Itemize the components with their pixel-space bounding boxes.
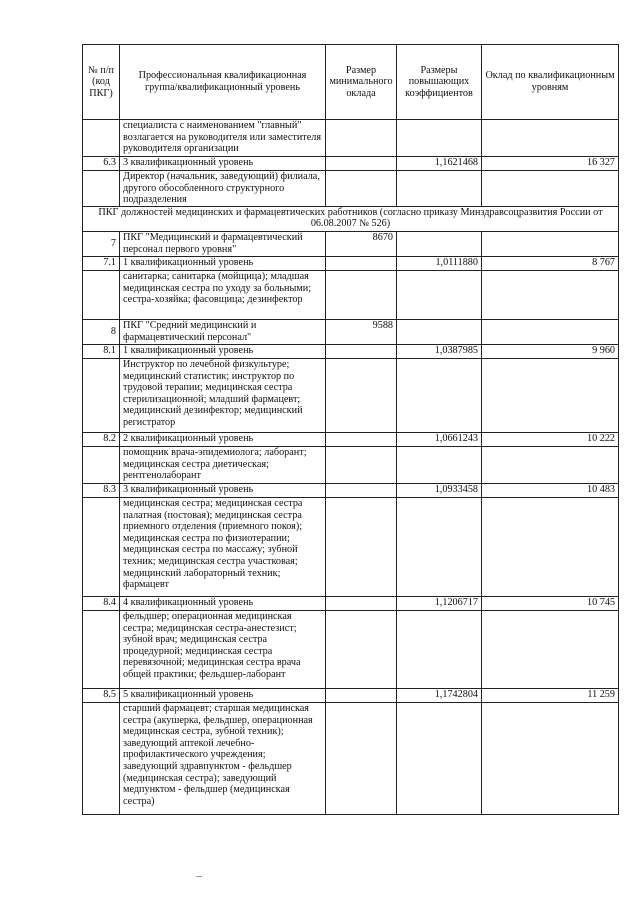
row-coefficient: 1,1742804 — [397, 689, 482, 703]
row-salary: 10 222 — [482, 433, 619, 447]
row-num: 6.3 — [83, 157, 120, 171]
header-min-salary: Размер минимального оклада — [326, 45, 397, 120]
row-name: 3 квалификационный уровень — [120, 484, 326, 498]
row-name: 3 квалификационный уровень — [120, 157, 326, 171]
row-salary: 16 327 — [482, 157, 619, 171]
salary-table — [82, 44, 619, 815]
row-salary: 10 483 — [482, 484, 619, 498]
row-name: 2 квалификационный уровень — [120, 433, 326, 447]
row-num: 8.5 — [83, 689, 120, 703]
table-row — [83, 597, 619, 611]
table-row — [83, 257, 619, 271]
row-description: медицинская сестра; медицинская сестра палатная (постовая); медицинская сестра приемного отделения (приемного покоя); медицинская сестра по физиотерапии; медицинская сестра по массажу; зубной техник; медицинская сестра участковая; медицинский лабораторный техник; фармацевт — [120, 498, 326, 597]
row-description: старший фармацевт; старшая медицинская сестра (акушерка, фельдшер, операционная медицинская сестра, зубной техник); заведующий аптекой лечебно-профилактического учреждения; заведующий здравпунктом - фельдшер (медицинская сестра); заведующий медпунктом - фельдшер (медицинская сестра) — [120, 703, 326, 815]
row-salary: 8 767 — [482, 257, 619, 271]
row-description: помощник врача-эпидемиолога; лаборант; медицинская сестра диетическая; рентгенолаборант — [120, 447, 326, 484]
row-description: Директор (начальник, заведующий) филиала, другого обособленного структурного подразделения — [120, 171, 326, 207]
row-name: 1 квалификационный уровень — [120, 345, 326, 359]
row-name: 1 квалификационный уровень — [120, 257, 326, 271]
row-min-salary: 9588 — [326, 320, 397, 345]
row-min-salary: 8670 — [326, 232, 397, 257]
table-row — [83, 611, 619, 689]
table-row — [83, 232, 619, 257]
row-name: ПКГ "Медицинский и фармацевтический персонал первого уровня" — [120, 232, 326, 257]
pkg-section-title: ПКГ должностей медицинских и фармацевтических работников (согласно приказу Минздравсоцразвития России от 06.08.2007 № 526) — [83, 207, 619, 232]
row-num: 8.3 — [83, 484, 120, 498]
section-row — [83, 207, 619, 232]
table-row — [83, 703, 619, 815]
header-salary: Оклад по квалификационным уровням — [482, 45, 619, 120]
table-row — [83, 320, 619, 345]
table-header-row — [83, 45, 619, 120]
header-name: Профессиональная квалификационная группа/квалификационный уровень — [120, 45, 326, 120]
row-num: 8.1 — [83, 345, 120, 359]
row-coefficient: 1,1206717 — [397, 597, 482, 611]
row-num: 7.1 — [83, 257, 120, 271]
row-name: 5 квалификационный уровень — [120, 689, 326, 703]
table-row — [83, 433, 619, 447]
row-salary: 9 960 — [482, 345, 619, 359]
table-row — [83, 359, 619, 433]
table-row — [83, 447, 619, 484]
table-row — [83, 271, 619, 320]
row-description: санитарка; санитарка (мойщица); младшая медицинская сестра по уходу за больными; сестра-хозяйка; фасовщица; дезинфектор — [120, 271, 326, 320]
header-num: № п/п (код ПКГ) — [83, 45, 120, 120]
table-row — [83, 171, 619, 207]
row-description: Инструктор по лечебной физкультуре; медицинский статистик; инструктор по трудовой терапии; медицинская сестра стерилизационной; младший фармацевт; медицинский дезинфектор; медицинский регистратор — [120, 359, 326, 433]
header-coefficient: Размеры повышающих коэффициентов — [397, 45, 482, 120]
row-description: фельдшер; операционная медицинская сестра; медицинская сестра-анестезист; зубной врач; медицинская сестра процедурной; медицинская сестра перевязочной; медицинская сестра врача общей практики; фельдшер-лаборант — [120, 611, 326, 689]
table-row — [83, 345, 619, 359]
row-coefficient: 1,0387985 — [397, 345, 482, 359]
scan-artifact — [196, 876, 202, 877]
row-salary: 10 745 — [482, 597, 619, 611]
row-coefficient: 1,0661243 — [397, 433, 482, 447]
row-description: специалиста с наименованием "главный" возлагается на руководителя или заместителя руководителя организации — [120, 120, 326, 157]
row-num: 8.4 — [83, 597, 120, 611]
row-num: 7 — [83, 232, 120, 257]
row-coefficient: 1,0933458 — [397, 484, 482, 498]
row-name: 4 квалификационный уровень — [120, 597, 326, 611]
table-row — [83, 689, 619, 703]
table-row — [83, 484, 619, 498]
row-salary: 11 259 — [482, 689, 619, 703]
row-coefficient: 1,1621468 — [397, 157, 482, 171]
row-num: 8 — [83, 320, 120, 345]
table-row — [83, 498, 619, 597]
row-num: 8.2 — [83, 433, 120, 447]
row-coefficient: 1,0111880 — [397, 257, 482, 271]
row-name: ПКГ "Средний медицинский и фармацевтический персонал" — [120, 320, 326, 345]
table-row — [83, 120, 619, 157]
table-row — [83, 157, 619, 171]
